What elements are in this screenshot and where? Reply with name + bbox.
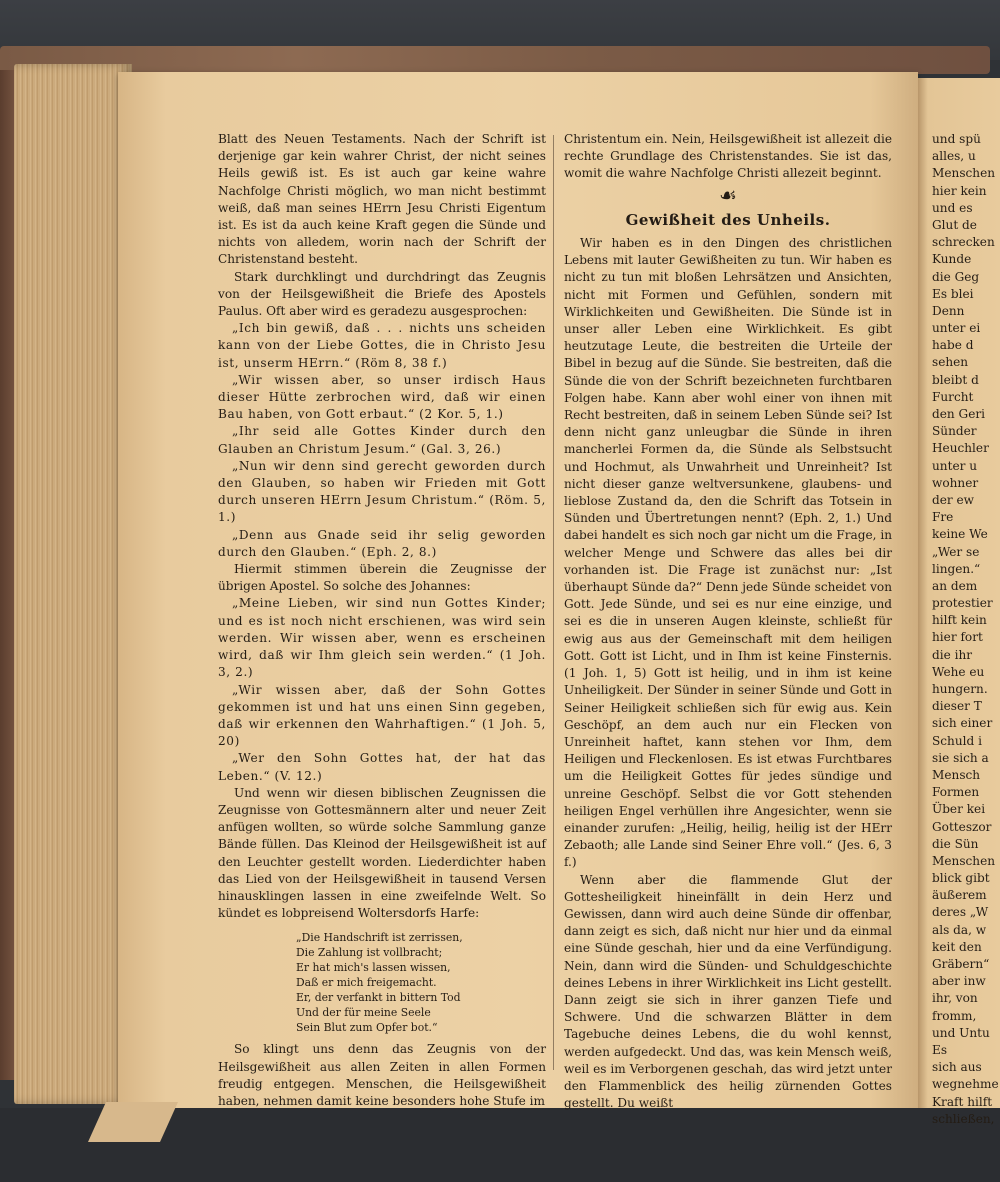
facing-page-line: sich aus [932, 1060, 982, 1075]
facing-page-line: Glut de [932, 217, 977, 232]
facing-page-line: „Wer se [932, 544, 980, 559]
facing-page-line: keine We [932, 527, 988, 542]
facing-page-line: lingen.“ [932, 561, 981, 576]
paragraph: Christentum ein. Nein, Heilsgewißheit ist allezeit die rechte Grundlage des Christenstandes. Sie ist das, womit die wahre Nachfolge Christi allezeit beginnt. [564, 132, 892, 181]
left-column [218, 131, 546, 1110]
facing-page-line: hier fort [932, 630, 983, 645]
facing-page-line: Menschen [932, 166, 996, 181]
facing-page-text [932, 131, 1000, 1128]
facing-page-line: unter ei [932, 321, 981, 336]
facing-page-line: Kraft hilft [932, 1094, 993, 1109]
facing-page-line: Sünder [932, 424, 977, 439]
facing-page-line: deres „W [932, 905, 989, 920]
bible-quote: „Wir wissen aber, so unser irdisch Haus dieser Hütte zerbrochen wird, daß wir einen Bau haben, von Gott erbaut.“ (2 Kor. 5, 1.) [218, 372, 546, 422]
facing-page-line: fromm, [932, 1008, 977, 1023]
book-cover-edge [0, 46, 990, 74]
facing-page-line: sie sich a [932, 750, 989, 765]
facing-page-line: habe d [932, 338, 974, 353]
poem-line: Er, der verfankt in bittern Tod [296, 991, 461, 1005]
facing-page-line: protestier [932, 596, 993, 611]
facing-page-line: blick gibt [932, 871, 990, 886]
facing-page-line: hungern. [932, 682, 988, 696]
bible-quote: „Nun wir denn sind gerecht geworden durch den Glauben, so haben wir Frieden mit Gott durch unseren HErrn Jesum Christum.“ (Röm. 5, 1.) [218, 458, 546, 525]
paragraph: Und wenn wir diesen biblischen Zeugnissen die Zeugnisse von Gottesmännern alter und neuer Zeit anfügen wollten, so würde solche Sammlung ganze Bände füllen. Das Kleinod der Heilsgewißheit ist auf den Leuchter gestellt worden. Liederdichter haben das Lied von der Heilsgewißheit in tausend Versen hinausklingen lassen in eine zweifelnde Welt. So kündet es lobpreisend Woltersdorfs Harfe: [218, 785, 546, 921]
facing-page-line: dieser T [932, 699, 982, 714]
right-column [564, 131, 892, 1112]
facing-page-line: Formen [932, 785, 980, 800]
facing-page-line: äußerem [932, 888, 987, 903]
facing-page-line: unter u [932, 458, 978, 473]
paragraph: Wenn aber die flammende Glut der Gottesheiligkeit hineinfällt in dein Herz und Gewissen, dann wird auch deine Sünde dir offenbar, dann zeigt es sich, daß nicht nur hier und da einmal eine Sünde geschah, hier und da eine Verfündigung. Nein, dann wird die Sünden- und Schuldgeschichte deines Lebens in ihrer Wirklichkeit ins Licht gestellt. Dann zeigt sie sich in ihrer ganzen Tiefe und Schwere. Und die schwarzen Blätter in dem Tagebuche deines Lebens, die du wohl kennst, werden aufgedeckt. Und das, was kein Mensch weiß, weil es im Verborgenen geschah, das wird jetzt unter den Flammenblick des heilig zürnenden Gottes gestellt. Du weißt [564, 872, 892, 1111]
facing-page-line: sich einer [932, 716, 993, 731]
facing-page-line: Furcht [932, 389, 974, 404]
poem-line: Und der für meine Seele [296, 1006, 431, 1020]
facing-page-line: als da, w [932, 922, 987, 937]
facing-page-line: Schuld i [932, 733, 982, 748]
ornament-icon: ☙ [719, 182, 737, 207]
facing-page-line: Menschen [932, 853, 996, 868]
facing-page-line: alles, u [932, 149, 976, 164]
facing-page-line: und es [932, 200, 973, 215]
poem-line: Sein Blut zum Opfer bot.“ [296, 1021, 438, 1035]
facing-page-line: Fre [932, 510, 954, 525]
poem [296, 930, 546, 1035]
facing-page-line: bleibt d [932, 372, 979, 387]
section-heading: Gewißheit des Unheils. [625, 210, 831, 229]
facing-page-line: schließen, [932, 1111, 995, 1126]
facing-page-line: und spü [932, 132, 981, 146]
bible-quote: „Ihr seid alle Gottes Kinder durch den Glauben an Christum Jesum.“ (Gal. 3, 26.) [218, 424, 546, 456]
facing-page-line: ihr, von [932, 991, 978, 1006]
column-divider [553, 135, 554, 1070]
facing-page-line: Kunde [932, 252, 972, 267]
facing-page-line: hilft kein [932, 613, 987, 628]
page-edges [14, 64, 132, 1104]
paragraph: Hiermit stimmen überein die Zeugnisse der übrigen Apostel. So solche des Johannes: [218, 562, 546, 594]
facing-page-line: der ew [932, 492, 975, 507]
facing-page-line: Gotteszor [932, 819, 992, 834]
facing-page-line: die ihr [932, 647, 973, 662]
facing-page-line: die Sün [932, 836, 979, 851]
paragraph: So klingt uns denn das Zeugnis von der Heilsgewißheit aus allen Zeiten in allen Formen freudig entgegen. Menschen, die Heilsgewißheit haben, nehmen damit keine besonders hohe Stufe im [218, 1042, 546, 1108]
poem-line: Die Zahlung ist vollbracht; [296, 946, 443, 960]
bible-quote: „Wer den Sohn Gottes hat, der hat das Leben.“ (V. 12.) [218, 751, 546, 783]
paragraph: Stark durchklingt und durchdringt das Zeugnis von der Heilsgewißheit die Briefe des Apostels Paulus. Oft aber wird es geradezu ausgesprochen: [218, 269, 546, 319]
facing-page-line: Über kei [932, 802, 986, 817]
facing-page-line: und Untu [932, 1025, 990, 1040]
facing-page-line: Es blei [932, 286, 974, 301]
poem-line: Daß er mich freigemacht. [296, 976, 437, 990]
poem-line: „Die Handschrift ist zerrissen, [296, 931, 463, 945]
paragraph: Wir haben es in den Dingen des christlichen Lebens mit lauter Gewißheiten zu tun. Wir haben es nicht zu tun mit bloßen Lehrsätzen und Ansichten, nicht mit Formen und Gefühlen, sondern mit Wirklichkeiten und Gewißheiten. Die Sünde ist in unser aller Leben eine Wirklichkeit. Es gibt heutzutage Leute, die bestreiten die Urteile der Bibel in bezug auf die Sünde. Sie bestreiten, daß die Sünde die von der Schrift bezeichneten furchtbaren Folgen habe. Kann aber wohl einer von ihnen mit Recht bestreiten, daß in seinem Leben Sünde sei? Ist denn nicht ganz unleugbar die Sünde in ihren mancherlei Formen da, die Sünde als Selbstsucht und Hochmut, als Unwahrheit und Unreinheit? Ist nicht dieser ganze weltversunkene, glaubens- und lieblose Zustand da, den die Schrift das Totsein in Sünden und Übertretungen nennt? (Eph. 2, 1.) Und dabei handelt es sich noch gar nicht um die Frage, in welcher Menge und Schwere das alles bei dir vorhanden ist. Die Frage ist zunächst nur: „Ist überhaupt Sünde da?“ Denn jede Sünde scheidet von Gott. Jede Sünde, und sei es nur eine einzige, und sei es die in unseren Augen kleinste, schließt für ewig aus aus der Gemeinschaft mit dem heiligen Gott. Gott ist Licht, und in Ihm ist keine Finsternis. (1 Joh. 1, 5) Gott ist heilig, und in ihm ist keine Unheiligkeit. Der Sünder in seiner Sünde und Gott in Seiner Heiligkeit schließen sich für ewig aus. Kein Geschöpf, an dem auch nur ein Flecken von Unreinheit haftet, kann stehen vor Ihm, dem Heiligen und Fleckenlosen. Es ist etwas Furchtbares um die Heiligkeit Gottes für jedes sündige und unreine Geschöpf. Selbst die vor Gott stehenden heiligen Engel verhüllen ihre Angesichter, wenn sie einander zurufen: „Heilig, heilig, heilig ist der HErr Zebaoth; alle Lande sind Seiner Ehre voll.“ (Jes. 6, 3 f.) [564, 236, 892, 870]
poem-line: Er hat mich's lassen wissen, [296, 961, 451, 975]
facing-page-line: an dem [932, 578, 978, 593]
facing-page-line: Heuchler [932, 441, 989, 456]
facing-page-line: wegnehme [932, 1077, 999, 1092]
facing-page-line: die Geg [932, 269, 980, 284]
facing-page-line: wohner [932, 475, 979, 490]
facing-page-line: keit den [932, 939, 982, 954]
facing-page-line: Denn [932, 303, 965, 318]
bible-quote: „Meine Lieben, wir sind nun Gottes Kinder; und es ist noch nicht erschienen, was wird sein werden. Wir wissen aber, wenn es erscheinen wird, daß wir Ihm gleich sein werden.“ (1 Joh. 3, 2.) [218, 596, 546, 680]
facing-page-line: Wehe eu [932, 664, 985, 679]
facing-page-line: Gräbern“ [932, 957, 990, 971]
paragraph: Blatt des Neuen Testaments. Nach der Schrift ist derjenige gar kein wahrer Christ, der nicht seines Heils gewiß ist. Es ist auch gar keine wahre Nachfolge Christi möglich, wo man nicht bestimmt weiß, daß man seines HErrn Jesu Christi Eigentum ist. Es ist da auch keine Kraft gegen die Sünde und nichts von alledem, worin nach der Schrift der Christenstand besteht. [218, 132, 546, 267]
facing-page-line: den Geri [932, 407, 985, 421]
facing-page-line: aber inw [932, 974, 986, 989]
bible-quote: „Wir wissen aber, daß der Sohn Gottes gekommen ist und hat uns einen Sinn gegeben, daß wir erkennen den Wahrhaftigen.“ (1 Joh. 5, 20) [218, 682, 546, 749]
facing-page-line: hier kein [932, 183, 987, 198]
facing-page-line: schrecken [932, 235, 995, 250]
facing-page-line: sehen [932, 355, 969, 370]
facing-page-line: Es [932, 1042, 948, 1057]
bible-quote: „Denn aus Gnade seid ihr selig geworden durch den Glauben.“ (Eph. 2, 8.) [218, 527, 546, 559]
bible-quote: „Ich bin gewiß, daß . . . nichts uns scheiden kann von der Liebe Gottes, die in Christo Jesu ist, unserm HErrn.“ (Röm 8, 38 f.) [218, 321, 546, 370]
facing-page-line: Mensch [932, 767, 981, 782]
